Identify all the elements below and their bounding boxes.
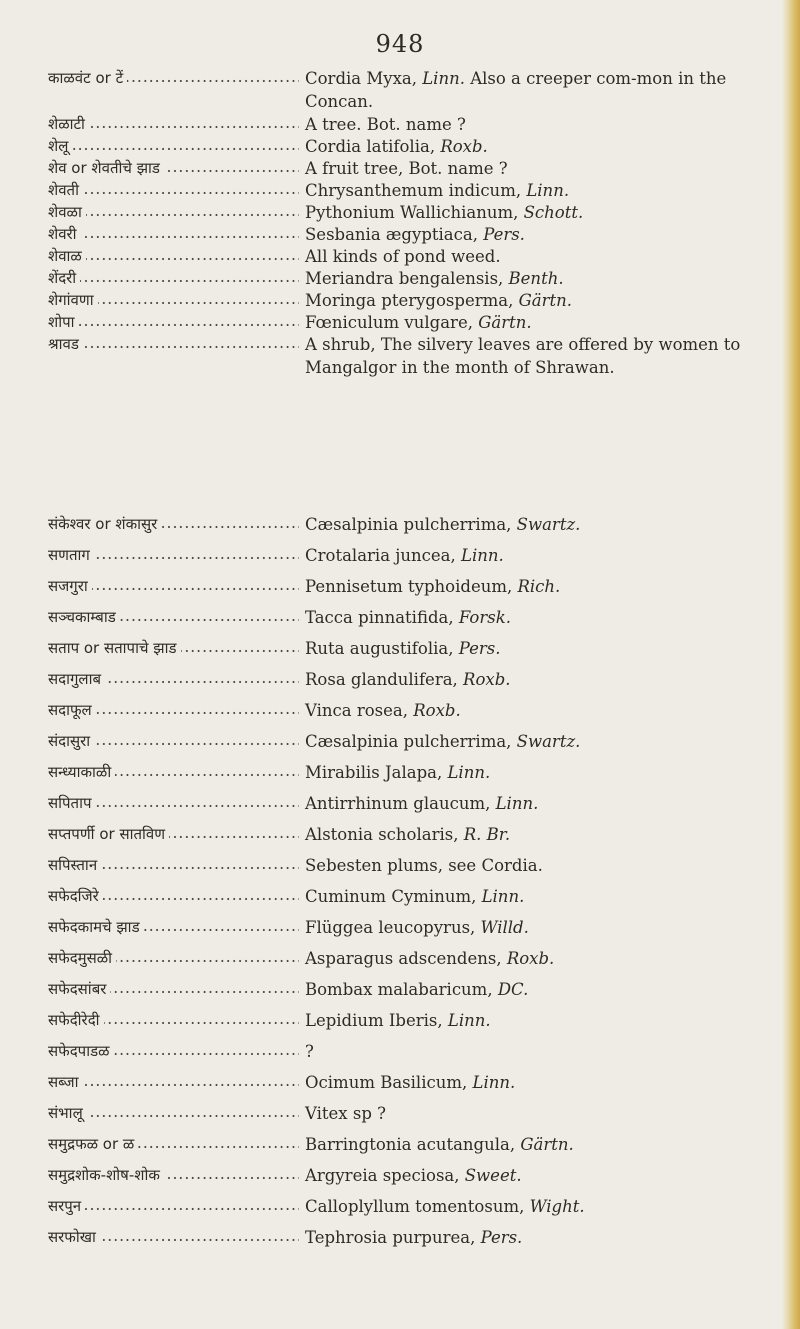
definition: [305, 114, 765, 137]
devanagari-term: [0, 334, 305, 354]
glossary-entry: [0, 334, 800, 404]
term-text: शेलू: [48, 137, 72, 155]
definition: [305, 917, 765, 940]
definition: [305, 334, 765, 379]
glossary-entry: [0, 1134, 800, 1165]
definition-name: Cæsalpinia pulcherrima,: [305, 515, 517, 534]
term-text: सणताग: [48, 546, 94, 564]
glossary-entry: [0, 731, 800, 762]
devanagari-term: [0, 224, 305, 244]
definition: [305, 1103, 765, 1126]
glossary-entry: [0, 948, 800, 979]
devanagari-term: [0, 312, 305, 332]
devanagari-term: [0, 180, 305, 200]
definition-name: All kinds of pond weed.: [305, 247, 501, 266]
definition: [305, 762, 765, 785]
definition: [305, 268, 765, 291]
glossary-section-2: [0, 514, 800, 1258]
glossary-entry: [0, 700, 800, 731]
term-text: शेवाळ: [48, 247, 86, 265]
term-text: शेवरी: [48, 225, 81, 243]
term-text: सफेदसांबर: [48, 980, 110, 998]
definition: [305, 1134, 765, 1157]
glossary-entry: [0, 180, 800, 202]
term-text: सदागुलाब: [48, 670, 105, 688]
devanagari-term: [0, 731, 305, 751]
definition-name: Vinca rosea,: [305, 701, 414, 720]
definition-note: Also a creeper com-mon in the Concan.: [305, 69, 727, 111]
definition-authority: Roxb.: [463, 670, 511, 689]
glossary-entry: [0, 202, 800, 224]
term-text: सफेदीरेदी: [48, 1011, 104, 1029]
definition-name: Rosa glandulifera,: [305, 670, 464, 689]
definition-authority: Gärtn.: [520, 1135, 574, 1154]
definition-name: Pythonium Wallichianum,: [305, 203, 524, 222]
definition: [305, 793, 765, 816]
glossary-entry: [0, 886, 800, 917]
term-text: शेगांवणा: [48, 291, 98, 309]
definition: [305, 224, 765, 247]
devanagari-term: [0, 68, 305, 88]
definition-authority: Linn.: [460, 546, 504, 565]
definition-authority: Linn.: [447, 1011, 491, 1030]
glossary-entry: [0, 1072, 800, 1103]
definition-authority: Gärtn.: [518, 291, 573, 310]
definition: [305, 202, 765, 225]
devanagari-term: [0, 700, 305, 720]
definition-name: Lepidium Iberis,: [305, 1011, 448, 1030]
term-text: सफेदजिरे: [48, 887, 103, 905]
definition-name: Flüggea leucopyrus,: [305, 918, 481, 937]
glossary-entry: [0, 917, 800, 948]
term-text: सजगुरा: [48, 577, 92, 595]
glossary-entry: [0, 514, 800, 545]
definition: [305, 638, 765, 661]
definition: [305, 158, 765, 181]
term-text: संभालू: [48, 1104, 87, 1122]
glossary-entry: [0, 576, 800, 607]
definition-authority: Roxb.: [506, 949, 555, 968]
definition: [305, 514, 765, 537]
devanagari-term: [0, 793, 305, 813]
definition-name: Meriandra bengalensis,: [305, 269, 509, 288]
definition: [305, 824, 765, 847]
definition-authority: Linn.: [495, 794, 539, 813]
definition-name: Chrysanthemum indicum,: [305, 181, 527, 200]
glossary-entry: [0, 136, 800, 158]
definition: [305, 886, 765, 909]
definition-name: Vitex sp ?: [305, 1104, 386, 1123]
definition-name: Barringtonia acutangula,: [305, 1135, 521, 1154]
glossary-entry: [0, 824, 800, 855]
devanagari-term: [0, 246, 305, 266]
definition: [305, 855, 765, 878]
term-text: संकेश्वर or शंकासुर: [48, 515, 161, 533]
definition: [305, 700, 765, 723]
definition-authority: Roxb.: [413, 701, 461, 720]
devanagari-term: [0, 855, 305, 875]
page-number: 948: [375, 30, 425, 58]
definition-authority: Linn.: [472, 1073, 516, 1092]
glossary-entry: [0, 855, 800, 886]
definition-authority: Benth.: [508, 269, 564, 288]
term-text: सब्जा: [48, 1073, 83, 1091]
glossary-entry: [0, 158, 800, 180]
definition-name: Pennisetum typhoideum,: [305, 577, 518, 596]
term-text: शेवळा: [48, 203, 86, 221]
definition: [305, 731, 765, 754]
glossary-entry: [0, 68, 800, 114]
definition-authority: Linn.: [526, 181, 570, 200]
devanagari-term: [0, 576, 305, 596]
term-text: शेव or शेवतीचे झाड: [48, 159, 164, 177]
devanagari-term: [0, 545, 305, 565]
definition: [305, 312, 765, 335]
definition-name: Argyreia speciosa,: [305, 1166, 465, 1185]
definition-name: Alstonia scholaris,: [305, 825, 464, 844]
devanagari-term: [0, 202, 305, 222]
definition: [305, 576, 765, 599]
definition-authority: DC.: [497, 980, 529, 999]
term-text: समुद्रशोक-शोष-शोक: [48, 1166, 164, 1184]
devanagari-term: [0, 1134, 305, 1154]
definition: [305, 1165, 765, 1188]
glossary-entry: [0, 224, 800, 246]
definition-name: Tephrosia purpurea,: [305, 1228, 481, 1247]
term-text: सफेदपाडळ: [48, 1042, 114, 1060]
devanagari-term: [0, 114, 305, 134]
devanagari-term: [0, 1196, 305, 1216]
term-text: सञ्चकाम्बाड: [48, 608, 120, 626]
definition-authority: Swartz.: [516, 515, 581, 534]
term-text: शेवती: [48, 181, 83, 199]
definition-name: ?: [305, 1042, 314, 1061]
devanagari-term: [0, 1227, 305, 1247]
definition-name: A shrub, The silvery leaves are offered by women to Mangalgor in the month of Shrawan.: [305, 335, 741, 377]
devanagari-term: [0, 917, 305, 937]
definition-authority: Gärtn.: [478, 313, 532, 332]
definition-authority: Pers.: [483, 225, 525, 244]
definition-name: Cordia latifolia,: [305, 137, 441, 156]
devanagari-term: [0, 979, 305, 999]
definition: [305, 1196, 765, 1219]
term-text: सरफोखा: [48, 1228, 100, 1246]
definition: [305, 290, 765, 313]
definition: [305, 246, 765, 269]
definition-name: Moringa pterygosperma,: [305, 291, 519, 310]
definition-name: Antirrhinum glaucum,: [305, 794, 496, 813]
devanagari-term: [0, 1103, 305, 1123]
definition-authority: Sweet.: [464, 1166, 522, 1185]
definition: [305, 136, 765, 159]
term-text: सफेदमुसळी: [48, 949, 116, 967]
definition-name: A tree. Bot. name ?: [305, 115, 466, 134]
glossary-entry: [0, 1010, 800, 1041]
devanagari-term: [0, 669, 305, 689]
term-text: सपिताप: [48, 794, 96, 812]
term-text: शेंदरी: [48, 269, 80, 287]
glossary-entry: [0, 793, 800, 824]
definition-name: Cuminum Cyminum,: [305, 887, 482, 906]
definition-name: Sesbania ægyptiaca,: [305, 225, 484, 244]
definition-authority: Linn.: [422, 69, 465, 88]
definition: [305, 68, 765, 113]
glossary-entry: [0, 1196, 800, 1227]
glossary-entry: [0, 114, 800, 136]
term-text: सताप or सतापाचे झाड: [48, 639, 181, 657]
definition: [305, 948, 765, 971]
devanagari-term: [0, 268, 305, 288]
definition-name: Asparagus adscendens,: [305, 949, 507, 968]
definition-authority: Swartz.: [516, 732, 581, 751]
definition-name: Tacca pinnatifida,: [305, 608, 459, 627]
term-text: सन्ध्याकाळी: [48, 763, 115, 781]
definition-authority: Linn.: [481, 887, 525, 906]
definition-name: Mirabilis Jalapa,: [305, 763, 448, 782]
devanagari-term: [0, 1010, 305, 1030]
term-text: संदासुरा: [48, 732, 94, 750]
definition-name: Sebesten plums, see Cordia.: [305, 856, 543, 875]
glossary-entry: [0, 268, 800, 290]
term-text: सपिस्तान: [48, 856, 101, 874]
definition-authority: R. Br.: [463, 825, 511, 844]
term-text: सरपुन: [48, 1197, 85, 1215]
definition-name: Cæsalpinia pulcherrima,: [305, 732, 517, 751]
definition-authority: Linn.: [447, 763, 491, 782]
devanagari-term: [0, 1072, 305, 1092]
devanagari-term: [0, 514, 305, 534]
definition: [305, 1072, 765, 1095]
devanagari-term: [0, 1041, 305, 1061]
definition: [305, 607, 765, 630]
definition-name: Ruta augustifolia,: [305, 639, 459, 658]
glossary-entry: [0, 545, 800, 576]
definition-authority: Roxb.: [440, 137, 488, 156]
definition-authority: Pers.: [458, 639, 501, 658]
definition: [305, 669, 765, 692]
term-text: सप्तपर्णी or सातविण: [48, 825, 169, 843]
glossary-section-1: [0, 68, 800, 404]
devanagari-term: [0, 948, 305, 968]
devanagari-term: [0, 824, 305, 844]
definition: [305, 1227, 765, 1250]
definition-authority: Forsk.: [458, 608, 511, 627]
term-text: सदाफूल: [48, 701, 96, 719]
term-text: श्रावड: [48, 335, 83, 353]
definition-name: A fruit tree, Bot. name ?: [305, 159, 508, 178]
definition: [305, 545, 765, 568]
term-text: शोपा: [48, 313, 79, 331]
glossary-entry: [0, 762, 800, 793]
definition-name: Crotalaria juncea,: [305, 546, 461, 565]
definition-name: Cordia Myxa,: [305, 69, 423, 88]
devanagari-term: [0, 1165, 305, 1185]
glossary-entry: [0, 1103, 800, 1134]
devanagari-term: [0, 136, 305, 156]
definition: [305, 1010, 765, 1033]
devanagari-term: [0, 762, 305, 782]
glossary-entry: [0, 1041, 800, 1072]
glossary-entry: [0, 1227, 800, 1258]
glossary-entry: [0, 312, 800, 334]
glossary-entry: [0, 290, 800, 312]
definition-authority: Pers.: [480, 1228, 523, 1247]
devanagari-term: [0, 290, 305, 310]
glossary-entry: [0, 669, 800, 700]
term-text: काळवंट or टें: [48, 69, 127, 87]
glossary-entry: [0, 638, 800, 669]
glossary-entry: [0, 979, 800, 1010]
definition-name: Bombax malabaricum,: [305, 980, 498, 999]
devanagari-term: [0, 886, 305, 906]
term-text: सफेदकामचे झाड: [48, 918, 144, 936]
definition: [305, 1041, 765, 1064]
term-text: समुद्रफळ or ळ: [48, 1135, 138, 1153]
glossary-entry: [0, 246, 800, 268]
devanagari-term: [0, 158, 305, 178]
definition-name: Ocimum Basilicum,: [305, 1073, 473, 1092]
devanagari-term: [0, 638, 305, 658]
definition-name: Calloplyllum tomentosum,: [305, 1197, 530, 1216]
definition-authority: Wight.: [529, 1197, 585, 1216]
definition-authority: Rich.: [517, 577, 561, 596]
definition: [305, 979, 765, 1002]
definition-authority: Willd.: [480, 918, 529, 937]
definition: [305, 180, 765, 203]
definition-authority: Schott.: [523, 203, 584, 222]
glossary-entry: [0, 1165, 800, 1196]
definition-name: Fœniculum vulgare,: [305, 313, 479, 332]
glossary-entry: [0, 607, 800, 638]
devanagari-term: [0, 607, 305, 627]
term-text: शेळाटी: [48, 115, 89, 133]
